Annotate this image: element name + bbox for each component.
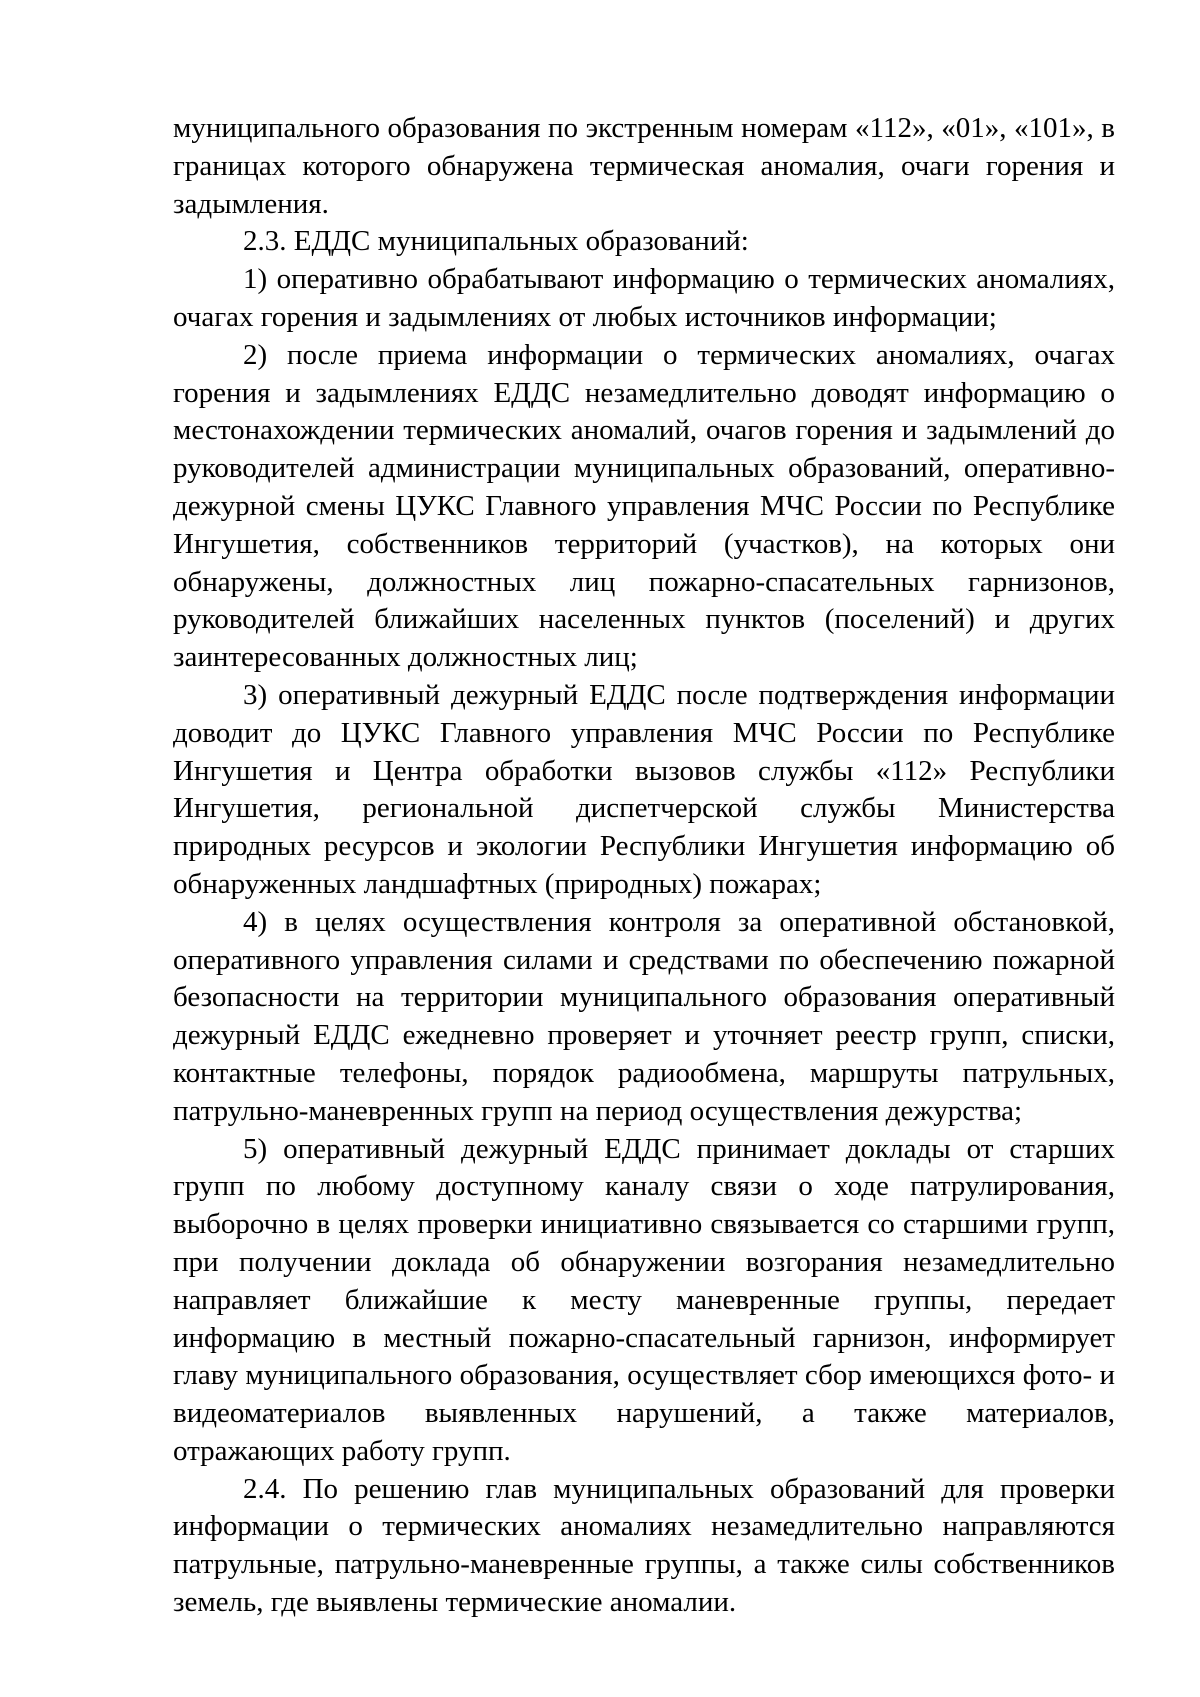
list-item-5: 5) оперативный дежурный ЕДДС принимает доклады от старших групп по любому доступному каналу связи о ходе патрулирования, выборочно в целях проверки инициативно связывается со старшими групп, при получении доклада об обнаружении возгорания незамедлительно направляет ближайшие к месту маневренные группы, передает информацию в местный пожарно-спасательный гарнизон, информирует главу муниципального образования, осуществляет сбор имеющихся фото- и видеоматериалов выявленных нарушений, а также материалов, отражающих работу групп. [173,1132,1115,1467]
list-item-1: 1) оперативно обрабатывают информацию о термических аномалиях, очагах горения и задымлениях от любых источников информации; [173,263,1115,333]
paragraph-continuation: муниципального образования по экстренным номерам «112», «01», «101», в границах которого обнаружена термическая аномалия, очаги горения и задымления. [173,112,1115,220]
section-paragraph-2-4: 2.4. По решению глав муниципальных образований для проверки информации о термических аномалиях незамедлительно направляются патрульные, патрульно-маневренные группы, а также силы собственников земель, где выявлены термические аномалии. [173,1472,1115,1619]
section-heading-2-3: 2.3. ЕДДС муниципальных образований: [243,225,749,258]
list-item-3: 3) оперативный дежурный ЕДДС после подтверждения информации доводит до ЦУКС Главного управления МЧС России по Республике Ингушетия и Центра обработки вызовов службы «112» Республики Ингушетия, региональной диспетчерской службы Министерства природных ресурсов и экологии Республики Ингушетия информацию об обнаруженных ландшафтных (природных) пожарах; [173,678,1115,900]
list-item-4: 4) в целях осуществления контроля за оперативной обстановкой, оперативного управления силами и средствами по обеспечению пожарной безопасности на территории муниципального образования оперативный дежурный ЕДДС ежедневно проверяет и уточняет реестр групп, списки, контактные телефоны, порядок радиообмена, маршруты патрульных, патрульно-маневренных групп на период осуществления дежурства; [173,905,1115,1127]
document-body [173,110,1115,1622]
list-item-2: 2) после приема информации о термических аномалиях, очагах горения и задымлениях ЕДДС незамедлительно доводят информацию о местонахождении термических аномалий, очагов горения и задымлений до руководителей администрации муниципальных образований, оперативно-дежурной смены ЦУКС Главного управления МЧС России по Республике Ингушетия, собственников территорий (участков), на которых они обнаружены, должностных лиц пожарно-спасательных гарнизонов, руководителей ближайших населенных пунктов (поселений) и других заинтересованных должностных лиц; [173,338,1115,674]
